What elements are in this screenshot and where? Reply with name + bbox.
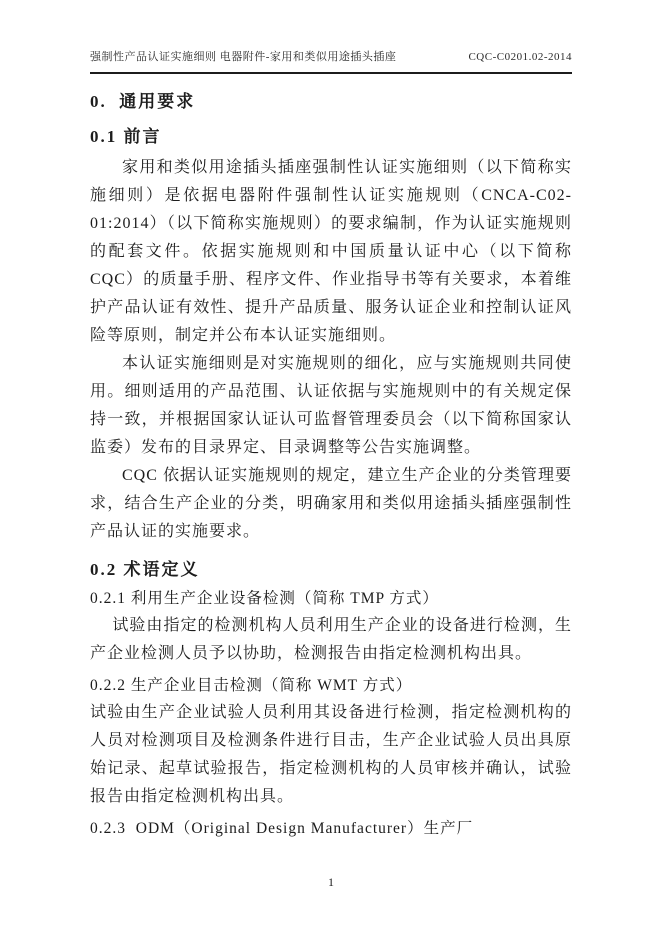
header-document-title: 强制性产品认证实施细则 电器附件-家用和类似用途插头插座 (90, 51, 397, 63)
page-footer (0, 875, 662, 890)
document-body (90, 91, 572, 842)
foreword-paragraph-3: CQC 依据认证实施规则的规定，建立生产企业的分类管理要求，结合生产企业的分类，明确家用和类似用途插头插座强制性产品认证的实施要求。 (90, 467, 572, 540)
header-document-number: CQC-C0201.02-2014 (468, 51, 572, 63)
section-0-1-title: 0.1 前言 (90, 127, 162, 146)
term-0-2-1-heading: 0.2.1 利用生产企业设备检测（简称 TMP 方式） (90, 590, 439, 607)
term-0-2-3-heading: 0.2.3 ODM（Original Design Manufacturer）生产厂 (90, 820, 474, 837)
term-0-2-2-heading: 0.2.2 生产企业目击检测（简称 WMT 方式） (90, 677, 413, 694)
foreword-paragraph-1: 家用和类似用途插头插座强制性认证实施细则（以下简称实施细则）是依据电器附件强制性认证实施规则（CNCA-C02-01:2014）（以下简称实施规则）的要求编制，作为认证实施规则的配套文件。依据实施规则和中国质量认证中心（以下简称 CQC）的质量手册、程序文件、作业指导书等有关要求，本着维护产品认证有效性、提升产品质量、服务认证企业和控制认证风险等原则，制定并公布本认证实施细则。 (90, 159, 572, 344)
page-header (90, 50, 572, 74)
foreword-paragraph-2: 本认证实施细则是对实施规则的细化，应与实施规则共同使用。细则适用的产品范围、认证依据与实施规则中的有关规定保持一致，并根据国家认证认可监督管理委员会（以下简称国家认监委）发布的目录界定、目录调整等公告实施调整。 (90, 355, 572, 456)
section-0-2-title: 0.2 术语定义 (90, 560, 200, 579)
term-0-2-2-definition: 试验由生产企业试验人员利用其设备进行检测，指定检测机构的人员对检测项目及检测条件进行目击，生产企业试验人员出具原始记录、起草试验报告，指定检测机构的人员审核并确认，试验报告由指定检测机构出具。 (90, 704, 572, 805)
page-number: 1 (328, 875, 334, 889)
section-0-title: 0. 通用要求 (90, 92, 196, 111)
term-0-2-1-definition: 试验由指定的检测机构人员利用生产企业的设备进行检测，生产企业检测人员予以协助，检测报告由指定检测机构出具。 (90, 617, 572, 662)
